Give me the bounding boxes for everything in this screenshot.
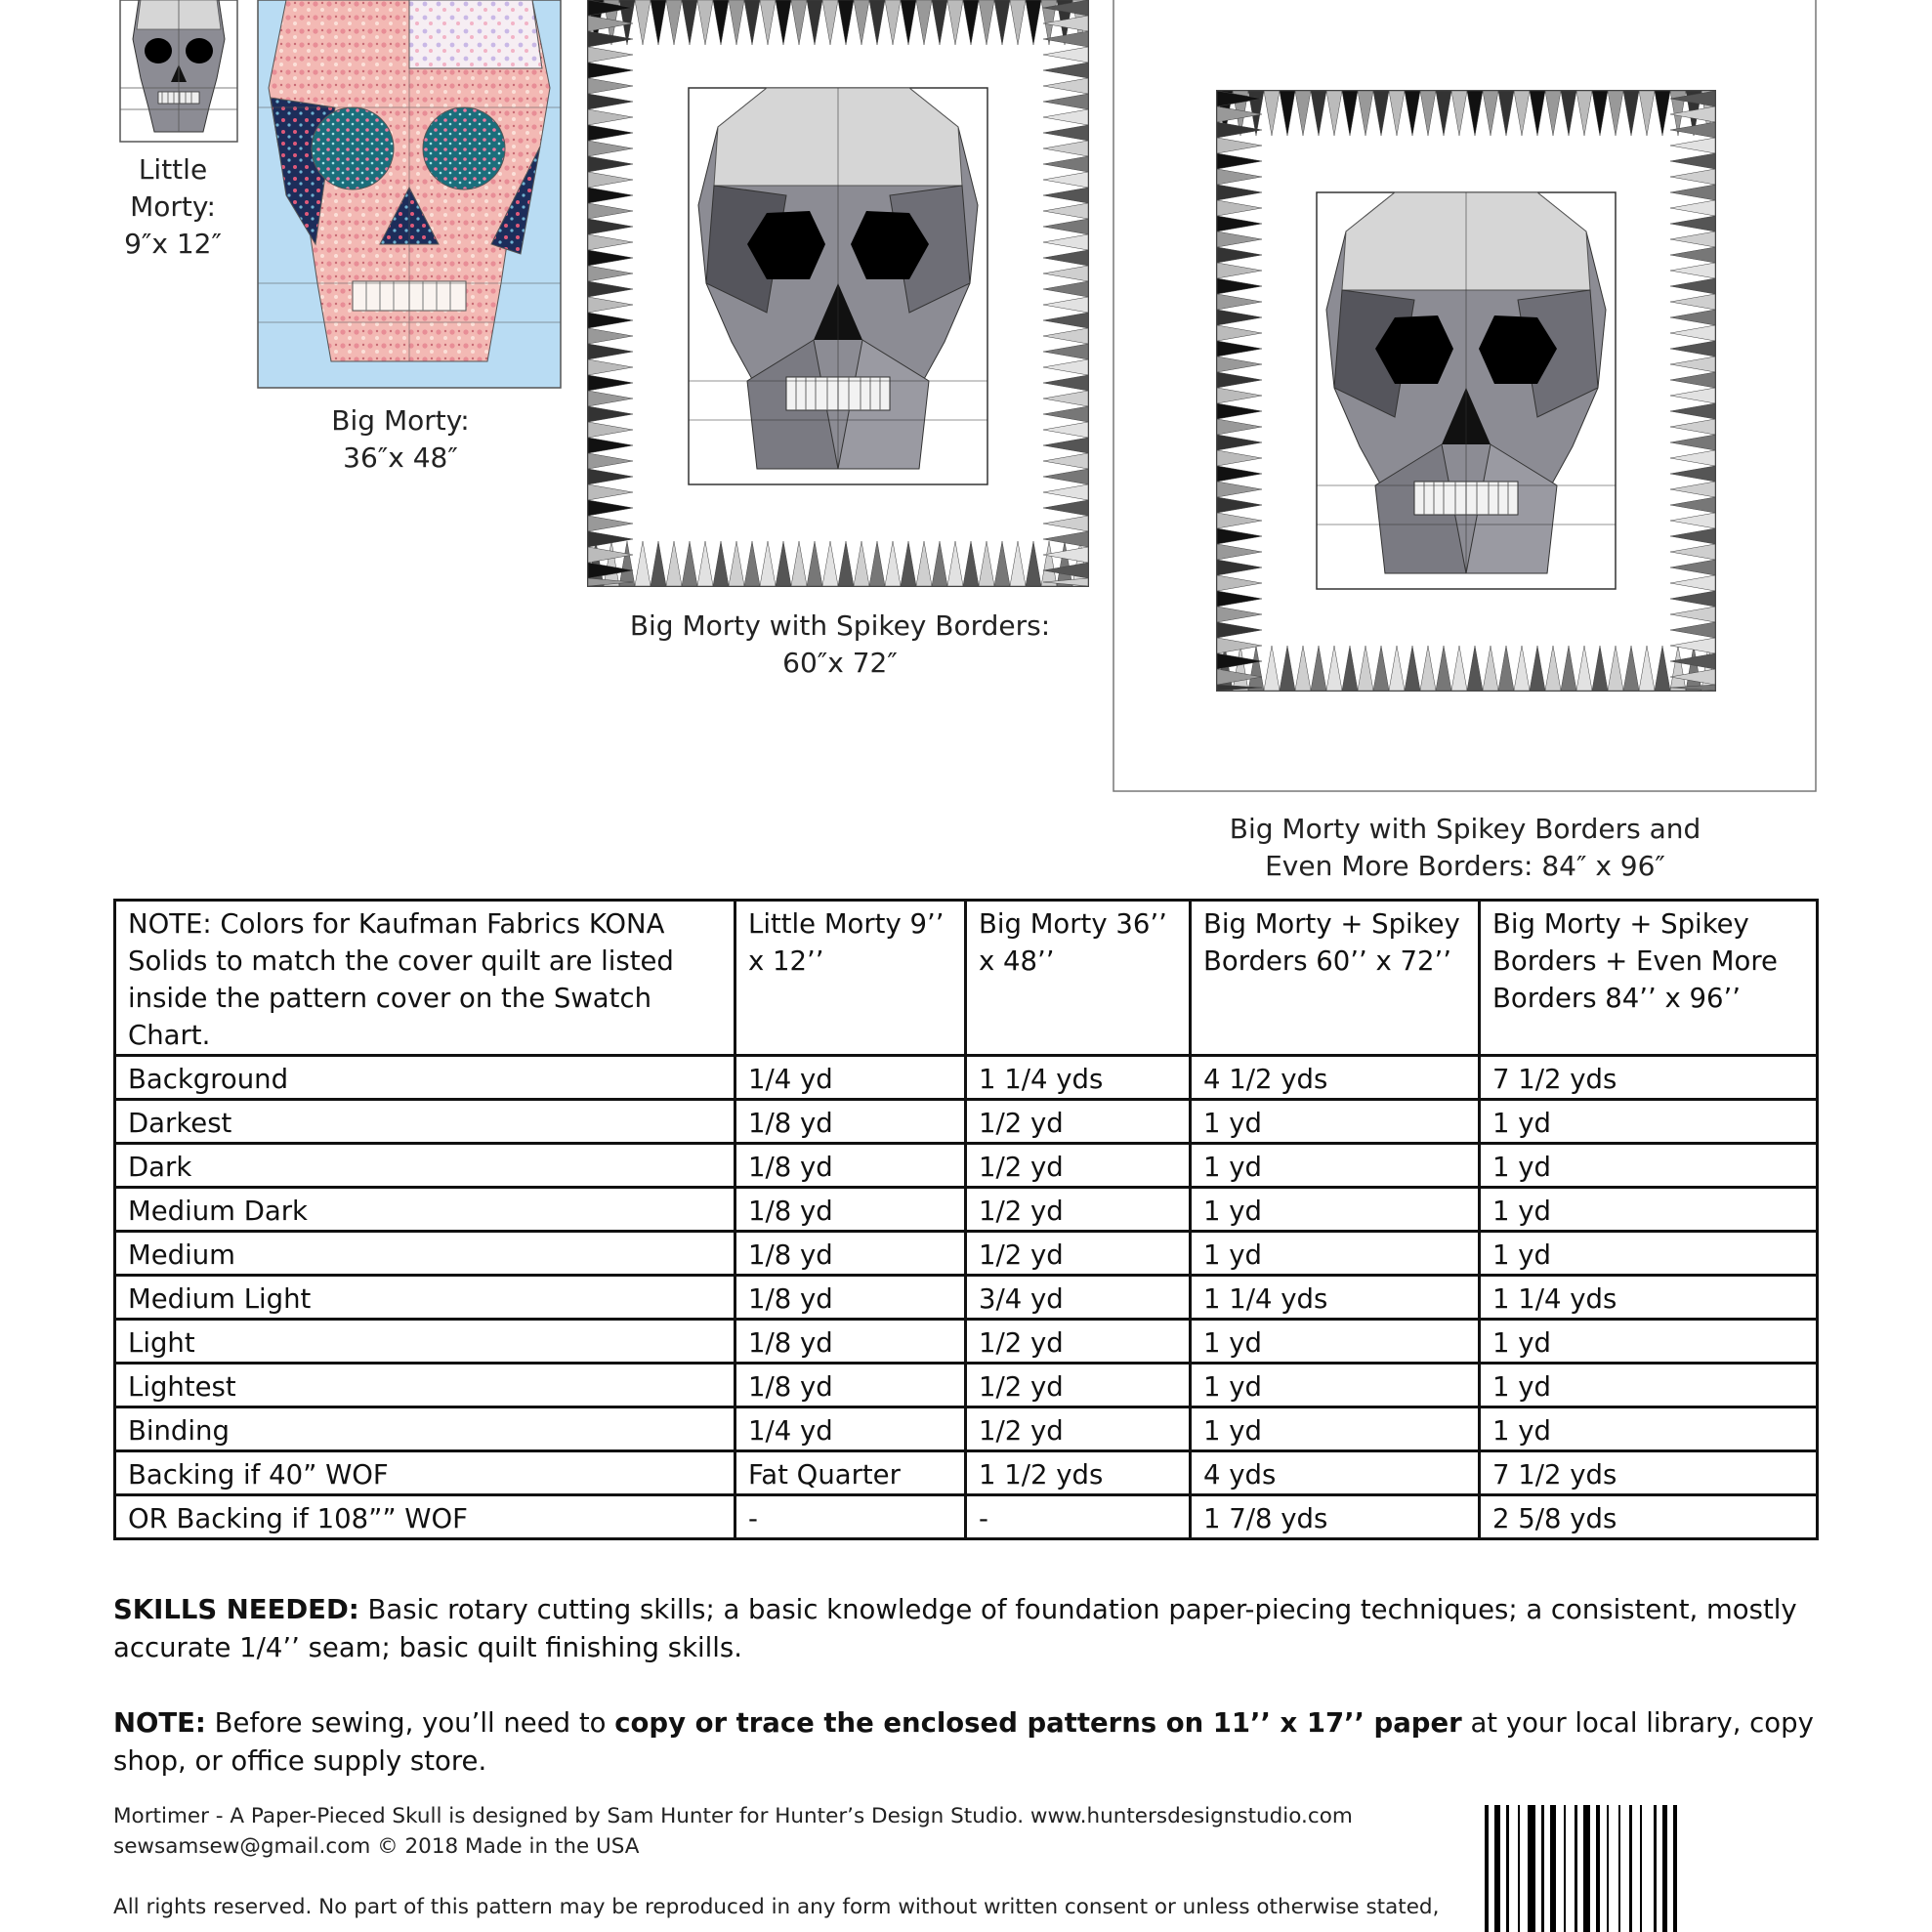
yardage-cell: 1/8 yd: [735, 1144, 966, 1188]
footer-credit-line: Mortimer - A Paper-Pieced Skull is designed by Sam Hunter for Hunter’s Design Studio. www.huntersdesignstudio.com: [113, 1804, 1353, 1828]
fabric-requirements-table: [113, 899, 1819, 1540]
fabric-name-cell: Medium Dark: [115, 1188, 735, 1232]
yardage-cell: -: [966, 1495, 1191, 1539]
spikey-border-quilt-image: [587, 0, 1089, 588]
table-row: [115, 1364, 1818, 1407]
yardage-cell: 1 yd: [1191, 1407, 1480, 1451]
yardage-cell: 1 yd: [1191, 1364, 1480, 1407]
table-body: [115, 1056, 1818, 1539]
fabric-name-cell: Backing if 40” WOF: [115, 1451, 735, 1495]
yardage-cell: 1/2 yd: [966, 1144, 1191, 1188]
table-row: [115, 1056, 1818, 1100]
little-morty-caption: Little Morty: 9″x 12″: [124, 153, 222, 260]
yardage-cell: 1/8 yd: [735, 1364, 966, 1407]
table-row: [115, 1451, 1818, 1495]
skills-needed: [113, 1591, 1832, 1667]
skills-text: Basic rotary cutting skills; a basic knowledge of foundation paper-piecing techniques; a consistent, mostly accurate 1/4’’ seam; basic quilt finishing skills.: [113, 1594, 1797, 1663]
yardage-cell: 1/8 yd: [735, 1276, 966, 1320]
yardage-cell: 1 yd: [1191, 1320, 1480, 1364]
table-header-little-morty: Little Morty 9’’ x 12’’: [735, 901, 966, 1056]
table-header-row: [115, 901, 1818, 1056]
even-more-borders-quilt-image: [1113, 0, 1817, 793]
yardage-cell: 1/2 yd: [966, 1364, 1191, 1407]
table-row: [115, 1100, 1818, 1144]
yardage-cell: 1/8 yd: [735, 1188, 966, 1232]
yardage-cell: 1 yd: [1480, 1320, 1818, 1364]
yardage-cell: Fat Quarter: [735, 1451, 966, 1495]
even-more-borders-caption: Big Morty with Spikey Borders and Even More Borders: 84″ x 96″: [1229, 813, 1701, 882]
barcode: [1483, 1805, 1815, 1932]
table-row: [115, 1320, 1818, 1364]
spikey-caption: Big Morty with Spikey Borders: 60″x 72″: [629, 609, 1051, 679]
fabric-name-cell: Background: [115, 1056, 735, 1100]
fabric-name-cell: Lightest: [115, 1364, 735, 1407]
note-text-1: Before sewing, you’ll need to: [205, 1707, 615, 1739]
table-row: [115, 1495, 1818, 1539]
table-header-note: NOTE: Colors for Kaufman Fabrics KONA Solids to match the cover quilt are listed inside the pattern cover on the Swatch Chart.: [115, 901, 735, 1056]
fabric-name-cell: Darkest: [115, 1100, 735, 1144]
yardage-cell: 1/8 yd: [735, 1232, 966, 1276]
yardage-cell: 1/2 yd: [966, 1320, 1191, 1364]
yardage-cell: 1/8 yd: [735, 1320, 966, 1364]
yardage-cell: 1 yd: [1480, 1188, 1818, 1232]
yardage-cell: 7 1/2 yds: [1480, 1056, 1818, 1100]
big-morty-caption: Big Morty: 36″x 48″: [331, 404, 470, 474]
fabric-name-cell: Medium: [115, 1232, 735, 1276]
yardage-cell: 1/2 yd: [966, 1188, 1191, 1232]
yardage-cell: 1 1/4 yds: [1191, 1276, 1480, 1320]
yardage-cell: 1/4 yd: [735, 1056, 966, 1100]
table-row: [115, 1276, 1818, 1320]
table-row: [115, 1144, 1818, 1188]
yardage-cell: 3/4 yd: [966, 1276, 1191, 1320]
fabric-name-cell: Dark: [115, 1144, 735, 1188]
copy-note: [113, 1704, 1832, 1781]
yardage-cell: 7 1/2 yds: [1480, 1451, 1818, 1495]
yardage-cell: 1 1/2 yds: [966, 1451, 1191, 1495]
table-header-even-more: Big Morty + Spikey Borders + Even More Borders 84’’ x 96’’: [1480, 901, 1818, 1056]
yardage-cell: -: [735, 1495, 966, 1539]
yardage-cell: 1/2 yd: [966, 1100, 1191, 1144]
fabric-name-cell: Light: [115, 1320, 735, 1364]
table-row: [115, 1407, 1818, 1451]
note-bold-text: copy or trace the enclosed patterns on 11’’ x 17’’ paper: [614, 1707, 1462, 1739]
yardage-cell: 1 yd: [1480, 1232, 1818, 1276]
yardage-cell: 1/2 yd: [966, 1232, 1191, 1276]
yardage-cell: 1/4 yd: [735, 1407, 966, 1451]
footer-contact-line: sewsamsew@gmail.com © 2018 Made in the USA: [113, 1834, 640, 1859]
fabric-name-cell: Medium Light: [115, 1276, 735, 1320]
footer-rights-line: All rights reserved. No part of this pattern may be reproduced in any form without written consent or unless otherwise stated,: [113, 1895, 1440, 1919]
note-text-2: at your local library, copy shop, or office supply store.: [113, 1707, 1814, 1777]
yardage-cell: 4 yds: [1191, 1451, 1480, 1495]
table-header-spikey: Big Morty + Spikey Borders 60’’ x 72’’: [1191, 901, 1480, 1056]
yardage-cell: 1 yd: [1191, 1144, 1480, 1188]
footer-credits: [113, 1801, 1442, 1862]
fabric-name-cell: Binding: [115, 1407, 735, 1451]
table-header-big-morty: Big Morty 36’’ x 48’’: [966, 901, 1191, 1056]
big-morty-floral-image: [257, 0, 562, 390]
yardage-cell: 1 1/4 yds: [966, 1056, 1191, 1100]
footer-rights: [113, 1892, 1481, 1922]
yardage-cell: 1 yd: [1191, 1100, 1480, 1144]
yardage-cell: 2 5/8 yds: [1480, 1495, 1818, 1539]
table-row: [115, 1188, 1818, 1232]
skills-label: SKILLS NEEDED:: [113, 1594, 359, 1625]
table-row: [115, 1232, 1818, 1276]
yardage-cell: 1 yd: [1480, 1100, 1818, 1144]
yardage-cell: 1 yd: [1191, 1232, 1480, 1276]
yardage-cell: 4 1/2 yds: [1191, 1056, 1480, 1100]
yardage-cell: 1 7/8 yds: [1191, 1495, 1480, 1539]
note-label: NOTE:: [113, 1707, 206, 1739]
yardage-cell: 1 yd: [1480, 1144, 1818, 1188]
little-morty-image: [119, 0, 238, 143]
yardage-cell: 1 1/4 yds: [1480, 1276, 1818, 1320]
yardage-cell: 1 yd: [1480, 1364, 1818, 1407]
yardage-cell: 1 yd: [1191, 1188, 1480, 1232]
yardage-cell: 1 yd: [1480, 1407, 1818, 1451]
yardage-cell: 1/8 yd: [735, 1100, 966, 1144]
yardage-cell: 1/2 yd: [966, 1407, 1191, 1451]
fabric-name-cell: OR Backing if 108”” WOF: [115, 1495, 735, 1539]
